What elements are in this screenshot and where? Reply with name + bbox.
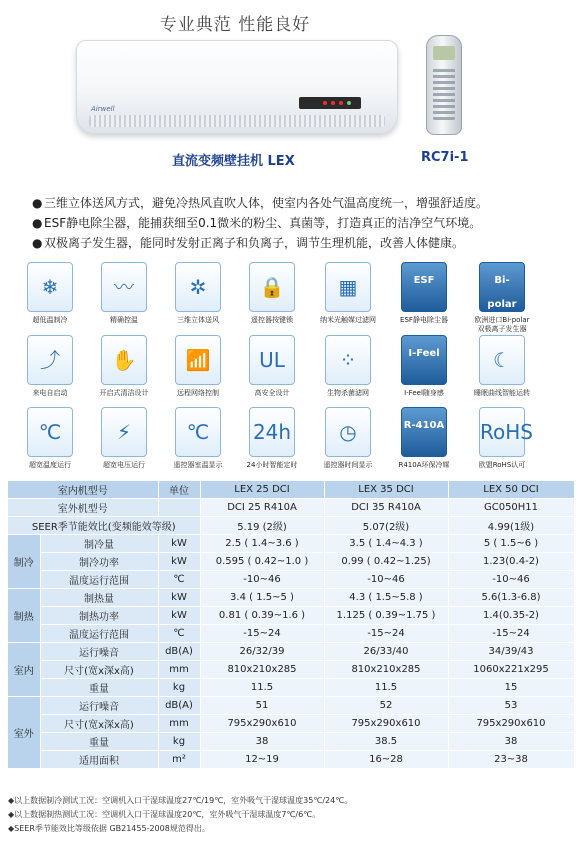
row-unit: ℃: [158, 625, 200, 643]
feature-label: 欧盟RoHS认可: [478, 461, 526, 469]
row-unit: ℃: [158, 571, 200, 589]
feature-r410a-globe: [388, 407, 460, 470]
headline: 专业典范 性能良好: [159, 15, 311, 35]
table-row: [8, 679, 574, 697]
table-row: [8, 697, 574, 715]
row-value: 1.23(0.4-2): [448, 553, 574, 571]
wide-temperature-icon: ℃: [27, 407, 73, 457]
row-value: 1.4(0.35-2): [448, 607, 574, 625]
row-value: 2.5 ( 1.4~3.6 ): [200, 535, 324, 553]
row-unit: kW: [158, 553, 200, 571]
row-label: 制热功率: [40, 607, 158, 625]
outdoor-model-value: GC050H11: [448, 499, 574, 517]
feature-label: 精确控温: [110, 316, 138, 324]
feature-label: 超低温制冷: [32, 316, 68, 324]
feature-remote-clock: [312, 407, 384, 470]
remote-lock-icon: 🔒: [249, 262, 295, 312]
feature-remote-lock: [236, 262, 308, 325]
outdoor-model-value: DCI 25 R410A: [200, 499, 324, 517]
feature-rohs-check: [466, 407, 538, 470]
feature-wide-temperature: [14, 407, 86, 470]
row-value: 38: [448, 733, 574, 751]
temperature-curve-icon: 〰: [101, 262, 147, 312]
row-value: -10~46: [200, 571, 324, 589]
clean-design-icon: ✋: [101, 335, 147, 385]
row-label: 运行噪音: [40, 697, 158, 715]
brand-logo: Airwell: [91, 105, 115, 113]
table-row: [8, 625, 574, 643]
row-label: 运行噪音: [40, 643, 158, 661]
row-value: 810x210x285: [324, 661, 448, 679]
feature-label: 纳米光触媒过滤网: [320, 316, 376, 324]
feature-label: R410A环保冷媒: [398, 461, 450, 469]
row-value: -15~24: [448, 625, 574, 643]
remote-clock-icon: ◷: [325, 407, 371, 457]
group-label: 室外: [8, 697, 40, 769]
row-unit: dB(A): [158, 643, 200, 661]
row-value: 26/33/40: [324, 643, 448, 661]
row-value: 34/39/43: [448, 643, 574, 661]
feature-ifeel: [388, 335, 460, 398]
row-value: 15: [448, 679, 574, 697]
air-conditioner-image: [76, 40, 398, 134]
row-label: 制热量: [40, 589, 158, 607]
row-value: 795x290x610: [448, 715, 574, 733]
feature-label: 欧洲进口Bi-polar 双极离子发生器: [474, 316, 530, 333]
rohs-check-icon: RoHS: [479, 407, 525, 457]
table-row: [8, 733, 574, 751]
bio-filter-icon: ⁘: [325, 335, 371, 385]
feature-label: 开启式清洁设计: [99, 389, 149, 397]
table-row: [8, 751, 574, 769]
row-label: 适用面积: [40, 751, 158, 769]
row-value: 16~28: [324, 751, 448, 769]
group-label: 制冷: [8, 535, 40, 589]
feature-3d-airflow: [162, 262, 234, 325]
group-label: 制热: [8, 589, 40, 643]
bipolar-icon: Bi-polar: [479, 262, 525, 312]
timer-24h-icon: 24h: [249, 407, 295, 457]
table-row: [8, 553, 574, 571]
feature-label: 远程网络控制: [177, 389, 219, 397]
feature-label: 生物杀菌滤网: [327, 389, 369, 397]
feature-label: ESF静电除尘器: [400, 316, 448, 324]
seer-value: 5.07(2级): [324, 517, 448, 535]
feature-label: 超宽电压运行: [103, 461, 145, 469]
row-unit: dB(A): [158, 697, 200, 715]
feature-label: 遥控器按键锁: [251, 316, 293, 324]
display-panel: [299, 97, 361, 109]
feature-label: 高安全设计: [254, 389, 290, 397]
row-value: 1060x221x295: [448, 661, 574, 679]
feature-label: 超宽温度运行: [29, 461, 71, 469]
row-value: 11.5: [200, 679, 324, 697]
row-unit: mm: [158, 715, 200, 733]
ifeel-icon: I-Feel: [401, 335, 447, 385]
feature-clean-design: [88, 335, 160, 398]
nano-filter-icon: ▦: [325, 262, 371, 312]
seer-label: SEER季节能效比(变频能效等级): [8, 517, 200, 535]
row-unit: kg: [158, 679, 200, 697]
feature-label: 遥控器时间显示: [323, 461, 373, 469]
table-row: [8, 607, 574, 625]
row-unit: kW: [158, 589, 200, 607]
row-value: 3.4 ( 1.5~5 ): [200, 589, 324, 607]
unit-caption: 直流变频壁挂机 LEX: [172, 154, 295, 169]
row-value: 12~19: [200, 751, 324, 769]
row-unit: kW: [158, 607, 200, 625]
row-label: 温度运行范围: [40, 625, 158, 643]
network-control-icon: 📶: [175, 335, 221, 385]
feature-esf: [388, 262, 460, 325]
table-row: [8, 643, 574, 661]
outdoor-model-label: 室外机型号: [8, 499, 158, 517]
table-row: [8, 535, 574, 553]
feature-bio-filter: [312, 335, 384, 398]
feature-temperature-curve: [88, 262, 160, 325]
feature-wide-voltage: [88, 407, 160, 470]
remote-control-image: [426, 35, 462, 135]
row-value: -10~46: [324, 571, 448, 589]
row-label: 温度运行范围: [40, 571, 158, 589]
row-unit: kg: [158, 733, 200, 751]
spec-table: [8, 481, 575, 769]
row-value: 795x290x610: [324, 715, 448, 733]
row-value: 11.5: [324, 679, 448, 697]
bullet-item: ● 双极离子发生器，能同时发射正离子和负离子，调节生理机能，改善人体健康。: [32, 236, 465, 250]
model-header: LEX 25 DCI: [200, 481, 324, 499]
row-value: 38.5: [324, 733, 448, 751]
row-value: 810x210x285: [200, 661, 324, 679]
row-label: 制冷量: [40, 535, 158, 553]
row-label: 制冷功率: [40, 553, 158, 571]
table-row: [8, 715, 574, 733]
remote-screen: [433, 46, 455, 60]
row-unit: mm: [158, 661, 200, 679]
table-row: [8, 589, 574, 607]
row-label: 尺寸(宽x深x高): [40, 715, 158, 733]
3d-airflow-icon: ✲: [175, 262, 221, 312]
row-value: 4.3 ( 1.5~5.8 ): [324, 589, 448, 607]
feature-network-control: [162, 335, 234, 398]
feature-bipolar: [466, 262, 538, 334]
row-value: 52: [324, 697, 448, 715]
esf-icon: ESF: [401, 262, 447, 312]
row-value: 38: [200, 733, 324, 751]
table-row: [8, 661, 574, 679]
seer-value: 5.19 (2级): [200, 517, 324, 535]
feature-sleep-moon: [466, 335, 538, 398]
footnote: ◆以上数据制冷测试工况：空调机入口干湿球温度27℃/19℃，室外吸气干湿球温度35℃/24℃。: [8, 796, 353, 805]
row-label: 重量: [40, 733, 158, 751]
row-value: 53: [448, 697, 574, 715]
feature-auto-restart: [14, 335, 86, 398]
row-unit: m²: [158, 751, 200, 769]
outdoor-model-value: DCI 35 R410A: [324, 499, 448, 517]
unit-cell: [158, 499, 200, 517]
model-header: LEX 35 DCI: [324, 481, 448, 499]
feature-timer-24h: [236, 407, 308, 470]
row-value: 5 ( 1.5~6 ): [448, 535, 574, 553]
footnotes: [8, 794, 352, 836]
remote-buttons: [433, 66, 455, 121]
row-label: 尺寸(宽x深x高): [40, 661, 158, 679]
ul-safety-icon: UL: [249, 335, 295, 385]
feature-label: 三维立体送风: [177, 316, 219, 324]
feature-label: 24小时智能定时: [246, 461, 298, 469]
row-value: -10~46: [448, 571, 574, 589]
unit-header: 单位: [158, 481, 200, 499]
feature-label: I-Feel随身感: [404, 389, 444, 397]
remote-temp-icon: ℃: [175, 407, 221, 457]
sleep-moon-icon: ☾: [479, 335, 525, 385]
snowflake-icon: ❄: [27, 262, 73, 312]
feature-nano-filter: [312, 262, 384, 325]
feature-snowflake: [14, 262, 86, 325]
row-value: 51: [200, 697, 324, 715]
row-value: 0.595 ( 0.42~1.0 ): [200, 553, 324, 571]
remote-caption: RC7i-1: [421, 150, 469, 165]
feature-label: 来电自启动: [32, 389, 68, 397]
row-value: 0.99 ( 0.42~1.25): [324, 553, 448, 571]
feature-bullets: [32, 193, 577, 253]
bullet-item: ● 三维立体送风方式，避免冷热风直吹人体，使室内各处气温高度统一，增强舒适度。: [32, 196, 489, 210]
group-label: 室内: [8, 643, 40, 697]
row-value: -15~24: [200, 625, 324, 643]
row-label: 重量: [40, 679, 158, 697]
feature-ul-safety: [236, 335, 308, 398]
bullet-item: ● ESF静电除尘器，能捕获细至0.1微米的粉尘、真菌等，打造真正的洁净空气环境。: [32, 216, 482, 230]
row-unit: kW: [158, 535, 200, 553]
row-value: 3.5 ( 1.4~4.3 ): [324, 535, 448, 553]
row-value: 795x290x610: [200, 715, 324, 733]
feature-remote-temp: [162, 407, 234, 470]
r410a-globe-icon: R-410A: [401, 407, 447, 457]
auto-restart-icon: ⤴: [27, 335, 73, 385]
row-value: 5.6(1.3-6.8): [448, 589, 574, 607]
row-value: -15~24: [324, 625, 448, 643]
wide-voltage-icon: ⚡: [101, 407, 147, 457]
air-vent: [89, 115, 385, 127]
seer-value: 4.99(1级): [448, 517, 574, 535]
footnote: ◆以上数据制热测试工况：空调机入口干湿球温度20℃，室外吸气干湿球温度7℃/6℃。: [8, 810, 321, 819]
feature-label: 睡眠曲线智能运转: [474, 389, 530, 397]
footnote: ◆SEER季节能效比等级依据 GB21455-2008规范得出。: [8, 824, 210, 833]
row-value: 23~38: [448, 751, 574, 769]
model-header: LEX 50 DCI: [448, 481, 574, 499]
feature-label: 遥控器室温显示: [173, 461, 223, 469]
indoor-model-header: 室内机型号: [8, 481, 158, 499]
row-value: 1.125 ( 0.39~1.75 ): [324, 607, 448, 625]
table-row: [8, 571, 574, 589]
row-value: 0.81 ( 0.39~1.6 ): [200, 607, 324, 625]
row-value: 26/32/39: [200, 643, 324, 661]
